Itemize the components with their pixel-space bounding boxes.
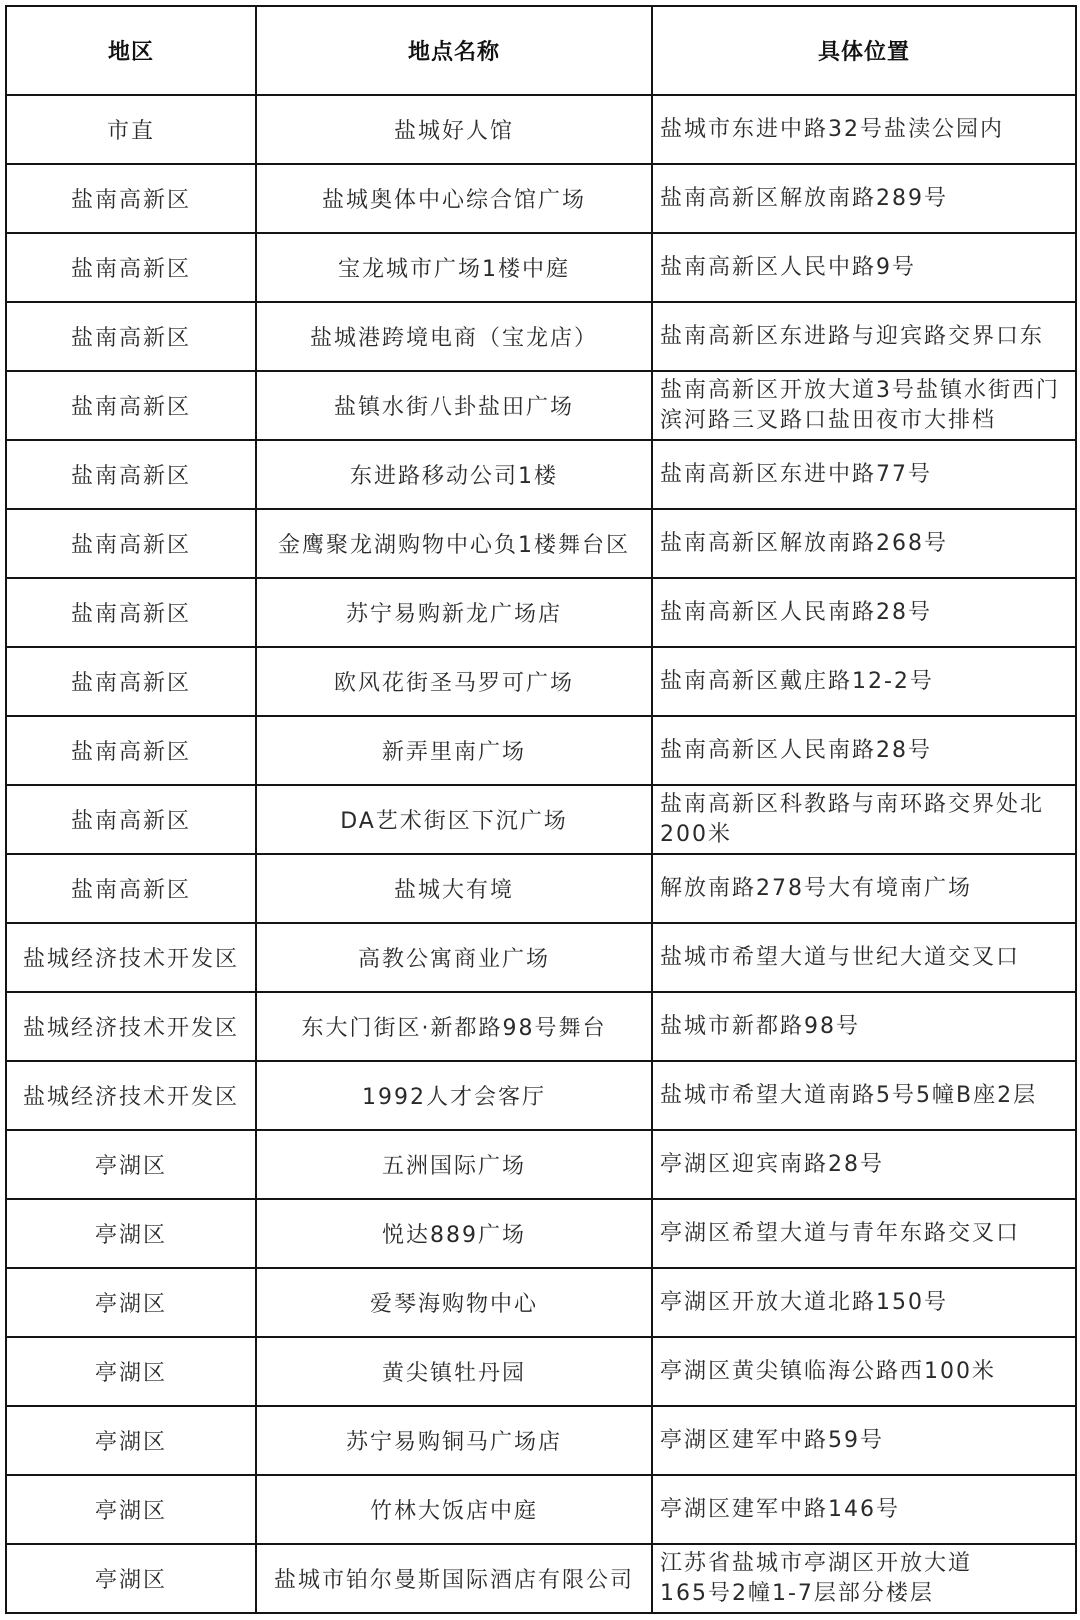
place-name-cell: 竹林大饭店中庭 (256, 1475, 652, 1544)
location-line: 解放南路278号大有境南广场 (660, 875, 972, 901)
location-cell (652, 578, 1076, 647)
location-line: 滨河路三叉路口盐田夜市大排档 (660, 407, 997, 433)
region-cell: 盐南高新区 (6, 716, 256, 785)
location-line: 盐南高新区解放南路268号 (660, 530, 948, 556)
location-cell (652, 440, 1076, 509)
header-place-name: 地点名称 (256, 6, 652, 95)
table-row (6, 95, 1076, 164)
location-cell (652, 1544, 1076, 1613)
location-line: 亭湖区建军中路146号 (660, 1496, 900, 1522)
table-row (6, 1130, 1076, 1199)
location-line: 200米 (660, 821, 732, 847)
location-line: 盐城市希望大道南路5号5幢B座2层 (660, 1082, 1038, 1108)
location-cell (652, 647, 1076, 716)
location-line: 盐南高新区科教路与南环路交界处北 (660, 791, 1045, 817)
header-region: 地区 (6, 6, 256, 95)
region-cell: 盐南高新区 (6, 302, 256, 371)
location-line: 盐南高新区开放大道3号盐镇水街西门 (660, 377, 1060, 403)
location-cell (652, 164, 1076, 233)
location-cell (652, 1268, 1076, 1337)
place-name-cell: 盐城好人馆 (256, 95, 652, 164)
location-cell (652, 992, 1076, 1061)
location-line: 盐南高新区人民中路9号 (660, 254, 916, 280)
table-row (6, 302, 1076, 371)
region-cell: 亭湖区 (6, 1268, 256, 1337)
location-line: 盐南高新区东进中路77号 (660, 461, 932, 487)
table-row (6, 233, 1076, 302)
table-row (6, 785, 1076, 854)
region-cell: 亭湖区 (6, 1406, 256, 1475)
location-line: 亭湖区迎宾南路28号 (660, 1151, 884, 1177)
location-cell (652, 716, 1076, 785)
place-name-cell: 金鹰聚龙湖购物中心负1楼舞台区 (256, 509, 652, 578)
location-cell (652, 233, 1076, 302)
place-name-cell: 盐镇水街八卦盐田广场 (256, 371, 652, 440)
location-line: 165号2幢1-7层部分楼层 (660, 1580, 934, 1606)
table-row (6, 1406, 1076, 1475)
place-name-cell: 欧风花街圣马罗可广场 (256, 647, 652, 716)
place-name-cell: 新弄里南广场 (256, 716, 652, 785)
location-line: 盐南高新区解放南路289号 (660, 185, 948, 211)
region-cell: 盐城经济技术开发区 (6, 923, 256, 992)
place-name-cell: 盐城港跨境电商（宝龙店） (256, 302, 652, 371)
location-line: 盐南高新区人民南路28号 (660, 737, 932, 763)
location-cell (652, 785, 1076, 854)
location-cell (652, 1406, 1076, 1475)
place-name-cell: 1992人才会客厅 (256, 1061, 652, 1130)
place-name-cell: 宝龙城市广场1楼中庭 (256, 233, 652, 302)
table-body (6, 95, 1076, 1613)
region-cell: 亭湖区 (6, 1130, 256, 1199)
location-line: 盐城市东进中路32号盐渎公园内 (660, 116, 1004, 142)
region-cell: 盐城经济技术开发区 (6, 992, 256, 1061)
location-line: 江苏省盐城市亭湖区开放大道 (660, 1550, 973, 1576)
region-cell: 盐南高新区 (6, 233, 256, 302)
place-name-cell: 黄尖镇牡丹园 (256, 1337, 652, 1406)
region-cell: 盐南高新区 (6, 578, 256, 647)
region-cell: 盐南高新区 (6, 647, 256, 716)
table-row (6, 509, 1076, 578)
table-row (6, 716, 1076, 785)
table-row (6, 440, 1076, 509)
place-name-cell: 苏宁易购新龙广场店 (256, 578, 652, 647)
table-row (6, 992, 1076, 1061)
place-name-cell: 爱琴海购物中心 (256, 1268, 652, 1337)
region-cell: 盐城经济技术开发区 (6, 1061, 256, 1130)
header-row (6, 6, 1076, 95)
location-cell (652, 854, 1076, 923)
location-cell (652, 95, 1076, 164)
locations-table (5, 5, 1077, 1614)
location-line: 亭湖区希望大道与青年东路交叉口 (660, 1220, 1021, 1246)
place-name-cell: DA艺术街区下沉广场 (256, 785, 652, 854)
place-name-cell: 盐城市铂尔曼斯国际酒店有限公司 (256, 1544, 652, 1613)
table-row (6, 1268, 1076, 1337)
region-cell: 盐南高新区 (6, 371, 256, 440)
location-cell (652, 302, 1076, 371)
region-cell: 盐南高新区 (6, 854, 256, 923)
header-location: 具体位置 (652, 6, 1076, 95)
location-line: 亭湖区黄尖镇临海公路西100米 (660, 1358, 996, 1384)
location-line: 盐城市希望大道与世纪大道交叉口 (660, 944, 1021, 970)
region-cell: 亭湖区 (6, 1337, 256, 1406)
table-row (6, 1061, 1076, 1130)
table-row (6, 164, 1076, 233)
location-line: 亭湖区开放大道北路150号 (660, 1289, 948, 1315)
location-cell (652, 1199, 1076, 1268)
region-cell: 亭湖区 (6, 1475, 256, 1544)
region-cell: 盐南高新区 (6, 509, 256, 578)
table-row (6, 923, 1076, 992)
location-cell (652, 1061, 1076, 1130)
place-name-cell: 五洲国际广场 (256, 1130, 652, 1199)
region-cell: 盐南高新区 (6, 785, 256, 854)
region-cell: 亭湖区 (6, 1544, 256, 1613)
location-line: 盐南高新区戴庄路12-2号 (660, 668, 934, 694)
place-name-cell: 悦达889广场 (256, 1199, 652, 1268)
region-cell: 盐南高新区 (6, 164, 256, 233)
table-header (6, 6, 1076, 95)
table-row (6, 1475, 1076, 1544)
location-cell (652, 509, 1076, 578)
place-name-cell: 高教公寓商业广场 (256, 923, 652, 992)
table-row (6, 1544, 1076, 1613)
table-row (6, 647, 1076, 716)
table-row (6, 1199, 1076, 1268)
location-cell (652, 371, 1076, 440)
table-row (6, 1337, 1076, 1406)
location-line: 盐城市新都路98号 (660, 1013, 860, 1039)
region-cell: 亭湖区 (6, 1199, 256, 1268)
location-line: 亭湖区建军中路59号 (660, 1427, 884, 1453)
table-row (6, 578, 1076, 647)
region-cell: 市直 (6, 95, 256, 164)
location-line: 盐南高新区东进路与迎宾路交界口东 (660, 323, 1045, 349)
table-row (6, 854, 1076, 923)
place-name-cell: 东进路移动公司1楼 (256, 440, 652, 509)
place-name-cell: 苏宁易购铜马广场店 (256, 1406, 652, 1475)
location-line: 盐南高新区人民南路28号 (660, 599, 932, 625)
place-name-cell: 盐城大有境 (256, 854, 652, 923)
location-cell (652, 1475, 1076, 1544)
table-row (6, 371, 1076, 440)
location-cell (652, 1337, 1076, 1406)
location-cell (652, 923, 1076, 992)
location-cell (652, 1130, 1076, 1199)
region-cell: 盐南高新区 (6, 440, 256, 509)
place-name-cell: 盐城奥体中心综合馆广场 (256, 164, 652, 233)
place-name-cell: 东大门街区·新都路98号舞台 (256, 992, 652, 1061)
